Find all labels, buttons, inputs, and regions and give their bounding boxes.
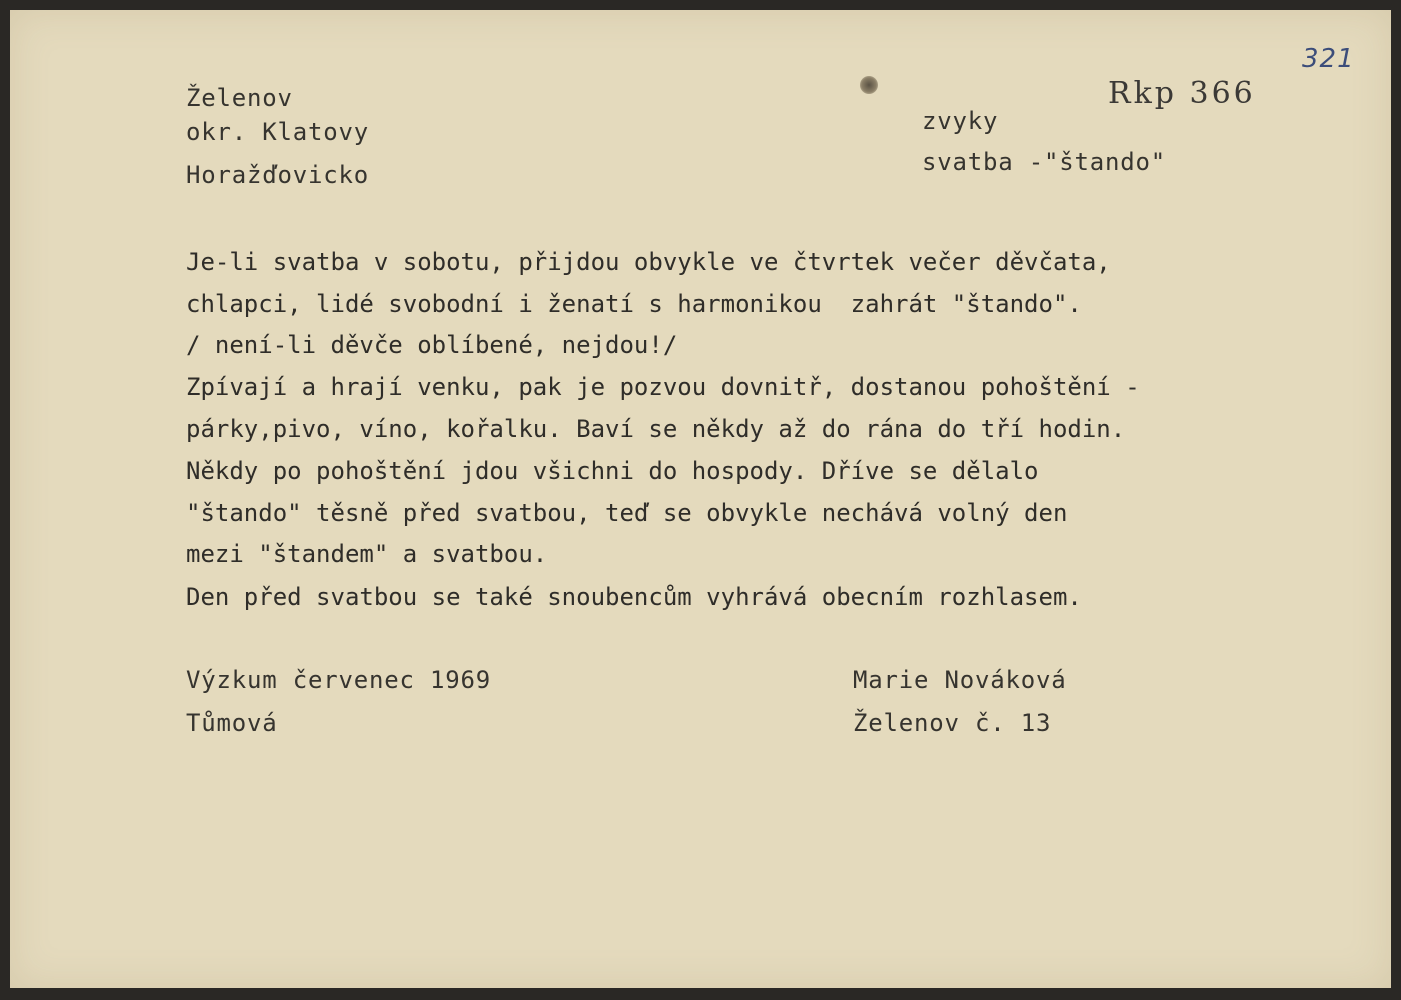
research-date: Výzkum červenec 1969 [186,666,491,694]
body-line: Den před svatbou se také snoubencům vyhrává obecním rozhlasem. [186,583,1082,611]
archive-card [10,10,1391,988]
body-line: Někdy po pohoštění jdou všichni do hospody. Dříve se dělalo [186,457,1039,485]
topic-category: zvyky [922,107,999,135]
location-district: okr. Klatovy [186,118,369,146]
catalog-reference: Rkp 366 [1108,76,1256,111]
topic-subject: svatba -"štando" [922,148,1166,176]
informant-name: Marie Nováková [853,666,1067,694]
location-region: Horažďovicko [186,161,369,189]
body-line: Je-li svatba v sobotu, přijdou obvykle ve čtvrtek večer děvčata, [186,248,1111,276]
body-line: mezi "štandem" a svatbou. [186,540,548,568]
punch-hole [860,76,878,94]
sheet-number: 321 [1302,44,1355,74]
body-line: Zpívají a hrají venku, pak je pozvou dovnitř, dostanou pohoštění - [186,373,1140,401]
body-line: / není-li děvče oblíbené, nejdou!/ [186,331,678,359]
location-village: Želenov [186,84,293,112]
body-line: párky,pivo, víno, kořalku. Baví se někdy až do rána do tří hodin. [186,415,1126,443]
researcher-name: Tůmová [186,709,278,737]
informant-address: Želenov č. 13 [853,709,1052,737]
body-line: "štando" těsně před svatbou, teď se obvykle nechává volný den [186,499,1068,527]
body-line: chlapci, lidé svobodní i ženatí s harmonikou zahrát "štando". [186,290,1082,318]
